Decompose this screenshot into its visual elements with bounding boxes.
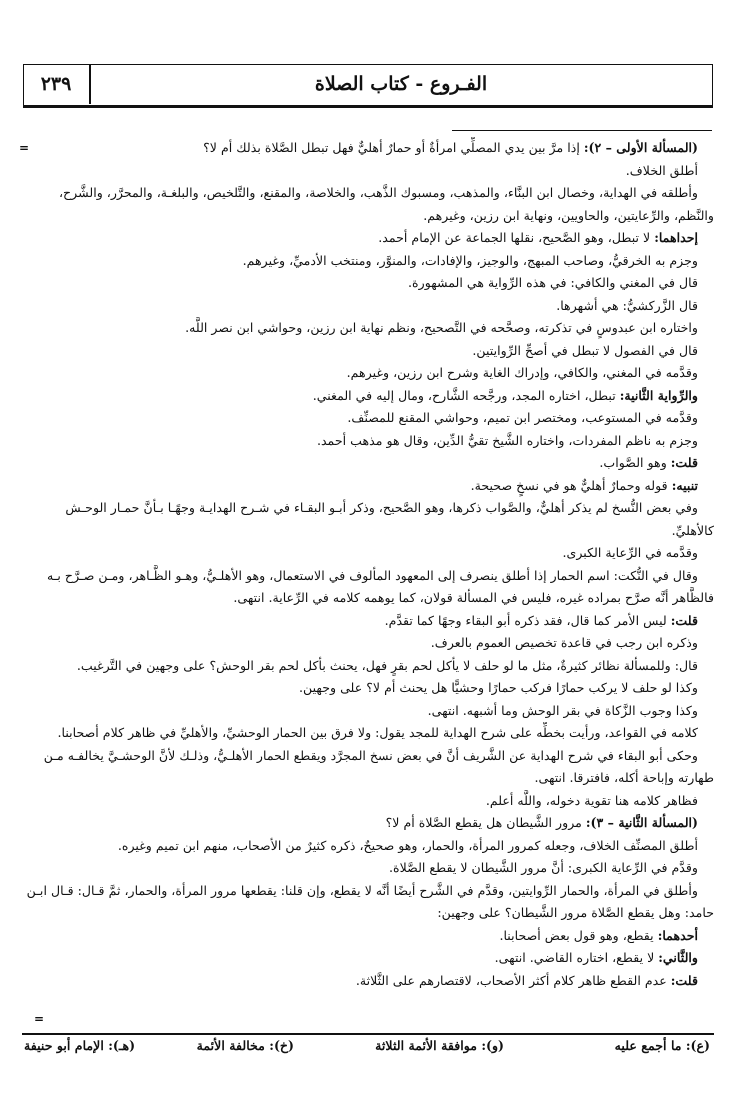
line-text: ليس الأمر كما قال، فقد ذكره أبو البقاء وجهًا كما تقدَّم. bbox=[384, 612, 671, 628]
line-text: والنَّظم، والرِّعايتين، والحاويين، ونهاية ابن رزين، وغيرهم. bbox=[423, 207, 714, 223]
line-text: فظاهر كلامه هنا تقوية دخوله، واللَّه أعلم. bbox=[485, 792, 698, 808]
text-line bbox=[22, 295, 714, 318]
text-line bbox=[22, 362, 714, 385]
line-text: كالأهليِّ. bbox=[671, 522, 714, 538]
text-line bbox=[22, 610, 714, 633]
line-text: كلامه في القواعد، ورأيت بخطِّه على شرح الهداية للمجد يقول: ولا فرق بين الحمار الوحشيِّ، والأهليِّ في ظاهر كلام أصحابنا. bbox=[57, 725, 698, 740]
line-text: وأطلقه في الهداية، وخصال ابن البنَّاء، والمذهب، ومسبوك الذَّهب، والخلاصة، والمقنع، والتَّلخيص، والبلغـة، والمحرَّر، والشَّرح، bbox=[58, 185, 698, 200]
bold-heading: والرِّواية الثَّانية: bbox=[619, 387, 698, 403]
text-line bbox=[22, 880, 714, 903]
bold-heading: قلت: bbox=[670, 455, 698, 470]
line-text: وجزم به ناظم المفردات، واختاره الشَّيخ تقيُّ الدِّين، وقال هو مذهب أحمد. bbox=[316, 432, 698, 448]
line-text: وقدَّمه في المغني، والكافي، وإدراك الغاية وشرح ابن رزين، وغيرهم. bbox=[346, 365, 698, 380]
line-text: لا يقطع، اختاره القاضي. انتهى. bbox=[494, 950, 659, 965]
end-mark: = bbox=[34, 1012, 45, 1026]
text-line bbox=[22, 790, 714, 813]
line-text: وفي بعض النُّسخ لم يذكر أهليٌّ، والصَّواب ذكرها، وهو الصَّحيح، وذكر أبـو البقـاء في شـرح الهدايـة وجهًـا بـأنَّ حمـار الوحـش bbox=[65, 500, 698, 515]
text-line bbox=[22, 160, 714, 183]
footer-legend-ha: (هـ): الإمام أبو حنيفة bbox=[24, 1038, 136, 1053]
page-title: الفـروع - كتاب الصلاة bbox=[314, 73, 488, 95]
page-number: ٢٣٩ bbox=[40, 73, 72, 95]
bold-heading: قلت: bbox=[670, 612, 698, 628]
text-line bbox=[22, 857, 714, 880]
text-line bbox=[22, 227, 714, 250]
line-text: وذكره ابن رجب في قاعدة تخصيص العموم بالعرف. bbox=[430, 635, 698, 650]
text-line bbox=[22, 587, 714, 610]
line-text: أطلق الخلاف. bbox=[625, 162, 698, 178]
text-line bbox=[22, 250, 714, 273]
text-line bbox=[22, 902, 714, 925]
text-line bbox=[22, 565, 714, 588]
line-text: إذا مرَّ بين يدي المصلِّي امرأةٌ أو حمارٌ أهليٌّ فهل تبطل الصَّلاة بذلك أم لا؟ bbox=[203, 140, 584, 155]
text-line bbox=[22, 700, 714, 723]
page-footer bbox=[22, 1038, 714, 1062]
line-text: عدم القطع ظاهر كلام أكثر الأصحاب، لاقتصارهم على الثَّلاثة. bbox=[355, 972, 671, 988]
line-text: فالظَّاهر أنَّه صرَّح بمراده غيره، فليس في المسألة قولان، كما يوهمه كلامه في الرِّعاية. انتهى. bbox=[233, 590, 714, 605]
line-text: وجزم به الخرقيُّ، وصاحب المبهج، والوجيز، والإفادات، والمنوَّر، ومنتخب الأدميِّ، وغيرهم. bbox=[242, 252, 698, 268]
header-underline bbox=[23, 106, 713, 108]
text-line bbox=[22, 542, 714, 565]
bold-heading: إحداهما: bbox=[654, 230, 698, 245]
line-text: وهو الصَّواب. bbox=[599, 455, 671, 470]
text-line bbox=[22, 475, 714, 498]
text-line bbox=[22, 272, 714, 295]
text-line bbox=[22, 812, 714, 835]
line-text: وأطلق في المرأة، والحمار الرِّوايتين، وقدَّم في الشَّرح أيضًا أنَّه لا يقطع، وإن قلنا: يقطعها مرور المرأة، والحمار، ثمَّ قـال: قـال ابـن bbox=[26, 882, 698, 898]
line-text: حامد: وهل يقطع الصَّلاة مرور الشَّيطان؟ على وجهين: bbox=[437, 905, 714, 920]
line-text: وقدَّمه في المستوعب، ومختصر ابن تميم، وحواشي المقنع للمصنِّف. bbox=[347, 410, 698, 425]
line-text: وقال في النُّكت: اسم الحمار إذا أطلق ينصرف إلى المعهود المألوف في الاستعمال، وهو الأهلـيُّ، وهـو الظَّـاهر، ومـن صـرَّح بـه bbox=[46, 567, 698, 583]
line-text: لا تبطل، وهو الصَّحيح، نقلها الجماعة عن الإمام أحمد. bbox=[378, 230, 655, 245]
line-text: وكذا وجوب الزَّكاة في بقر الوحش وما أشبهه. انتهى. bbox=[427, 702, 698, 718]
text-line bbox=[22, 745, 714, 768]
text-line bbox=[22, 925, 714, 948]
bold-heading: (المسألة الثَّانية – ٣): bbox=[585, 815, 698, 830]
main-text bbox=[22, 137, 714, 992]
bold-heading: تنبيه: bbox=[671, 477, 698, 493]
text-line bbox=[22, 947, 714, 970]
text-line bbox=[22, 520, 714, 543]
line-text: وكذا لو حلف لا يركب حمارًا فركب حمارًا وحشيًّا هل يحنث أم لا؟ على وجهين. bbox=[299, 680, 698, 695]
bold-heading: قلت: bbox=[670, 972, 698, 988]
text-line bbox=[22, 317, 714, 340]
line-text: وقدَّم في الرِّعاية الكبرى: أنَّ مرور الشَّيطان لا يقطع الصَّلاة. bbox=[389, 860, 698, 875]
footer-legend-kha: (خ): مخالفة الأئمة bbox=[196, 1038, 294, 1053]
text-line bbox=[22, 677, 714, 700]
line-text: قال: وللمسألة نظائر كثيرةٌ، مثل ما لو حلف لا يأكل لحم بقرٍ فهل، يحنث بأكل لحم بقر الوحش؟ على وجهين في التَّرغيب. bbox=[76, 657, 698, 673]
text-line bbox=[22, 655, 714, 678]
text-line bbox=[22, 452, 714, 475]
line-text: مرور الشَّيطان هل يقطع الصَّلاة أم لا؟ bbox=[385, 815, 586, 830]
text-line bbox=[22, 497, 714, 520]
line-text: أطلق المصنِّف الخلاف، وجعله كمرور المرأة، والحمار، وهو صحيحٌ، ذكره كثيرٌ من الأصحاب، منهم ابن تميم وغيره. bbox=[117, 837, 698, 853]
text-line bbox=[22, 385, 714, 408]
footer-rule bbox=[22, 1033, 714, 1035]
bold-heading: أحدهما: bbox=[657, 927, 698, 943]
text-line bbox=[22, 722, 714, 745]
line-text: واختاره ابن عبدوسٍ في تذكرته، وصحَّحه في التَّصحيح، ونظم نهاية ابن رزين، وحواشي ابن نصر اللَّه. bbox=[185, 320, 698, 335]
top-rule bbox=[452, 130, 712, 131]
text-line bbox=[22, 632, 714, 655]
line-text: وقدَّمه في الرِّعاية الكبرى. bbox=[562, 545, 698, 560]
line-text: قوله وحمارٌ أهليٌّ هو في نسخٍ صحيحة. bbox=[470, 477, 672, 493]
line-text: قال في المغني والكافي: في هذه الرِّواية هي المشهورة. bbox=[408, 275, 698, 290]
text-line bbox=[22, 182, 714, 205]
line-text: طهارته وإباحة أكله، فافترقا. انتهى. bbox=[534, 770, 714, 785]
text-line bbox=[22, 835, 714, 858]
bold-heading: والثَّاني: bbox=[658, 950, 698, 965]
line-text: قال الزَّركشيُّ: هي أشهرها. bbox=[556, 297, 698, 313]
footer-legend-waw: (و): موافقة الأئمة الثلاثة bbox=[375, 1038, 504, 1053]
line-text: قال في الفصول لا تبطل في أصحِّ الرِّوايتين. bbox=[472, 342, 698, 358]
text-line bbox=[22, 340, 714, 363]
page-header bbox=[23, 64, 711, 108]
text-line bbox=[22, 137, 714, 160]
line-text: تبطل، اختاره المجد، ورجَّحه الشَّارح، ومال إليه في المغني. bbox=[312, 387, 620, 403]
text-line bbox=[22, 205, 714, 228]
start-mark: = bbox=[18, 141, 29, 155]
text-line bbox=[22, 430, 714, 453]
line-text: وحكى أبو البقاء في شرح الهداية عن الشَّريف أنَّ في بعض نسخ المجرَّد ويقطع الحمار الأهلـيُّ، وذلـك لأنَّ الوحشـيَّ يخالفـه مـن bbox=[43, 747, 698, 763]
footer-legend-ain: (ع): ما أجمع عليه bbox=[614, 1038, 710, 1053]
line-text: يقطع، وهو قول بعض أصحابنا. bbox=[499, 927, 658, 943]
text-line bbox=[22, 407, 714, 430]
text-line bbox=[22, 970, 714, 993]
bold-heading: (المسألة الأولى – ٢): bbox=[583, 140, 698, 155]
text-line bbox=[22, 767, 714, 790]
